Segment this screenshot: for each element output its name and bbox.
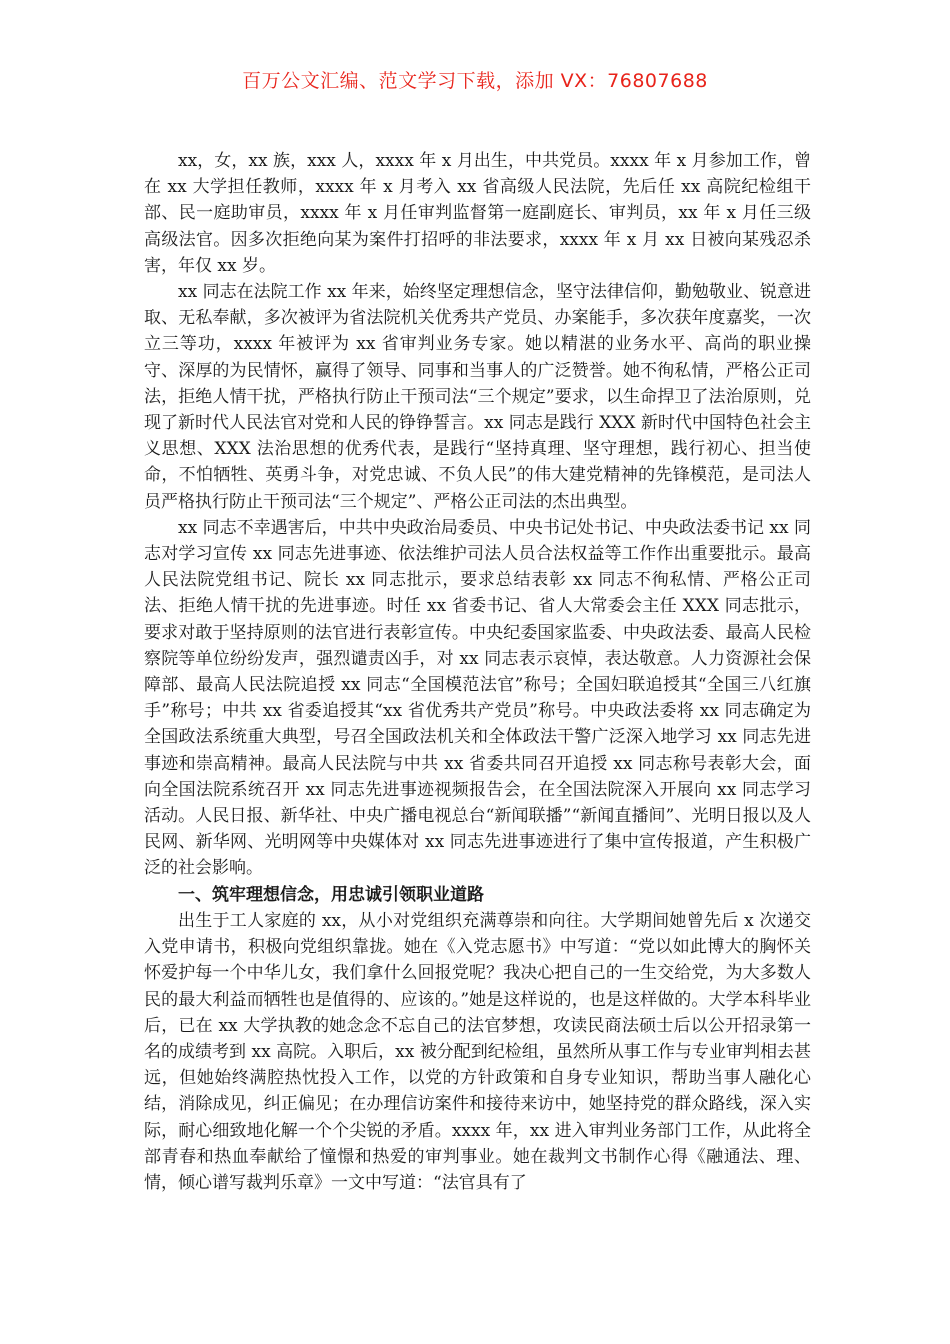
paragraph-section-one: 出生于工人家庭的 xx，从小对党组织充满尊崇和向往。大学期间她曾先后 x 次递交入党申请书，积极向党组织靠拢。她在《入党志愿书》中写道：“党以如此博大的胸怀关怀爱护每一个中华儿女，我们拿什么回报党呢？我决心把自己的一生交给党，为大多数人民的最大利益而牺牲也是值得的、应该的。”她是这样说的，也是这样做的。大学本科毕业后，已在 xx 大学执教的她念念不忘自己的法官梦想，攻读民商法硕士后以公开招录第一名的成绩考到 xx 高院。入职后，xx 被分配到纪检组，虽然所从事工作与专业审判相去甚远，但她始终满腔热忱投入工作，以党的方针政策和自身专业知识，帮助当事人融化心结，消除成见，纠正偏见；在办理信访案件和接待来访中，她坚持党的群众路线，深入实际，耐心细致地化解一个个尖锐的矛盾。xxxx 年，xx 进入审判业务部门工作，从此将全部青春和热血奉献给了憧憬和热爱的审判事业。她在裁判文书制作心得《融通法、理、情，倾心谱写裁判乐章》一文中写道：“法官具有了 [144,910,811,1193]
paragraph-career: xx 同志在法院工作 xx 年来，始终坚定理想信念，坚守法律信仰，勤勉敬业、锐意进取、无私奉献，多次被评为省法院机关优秀共产党员、办案能手，多次获年度嘉奖，一次立三等功，xxxx 年被评为 xx 省审判业务专家。她以精湛的业务水平、高尚的职业操守、深厚的为民情怀，赢得了领导、同事和当事人的广泛赞誉。她不徇私情，严格公正司法，拒绝人情干扰，严格执行防止干预司法“三个规定”要求，以生命捍卫了法治原则，兑现了新时代人民法官对党和人民的铮铮誓言。xx 同志是践行 XXX 新时代中国特色社会主义思想、XXX 法治思想的优秀代表，是践行“坚持真理、坚守理想，践行初心、担当使命，不怕牺牲、英勇斗争，对党忠诚、不负人民”的伟大建党精神的先锋模范，是司法人员严格执行防止干预司法“三个规定”、严格公正司法的杰出典型。 [144,282,811,512]
header-banner: 百万公文汇编、范文学习下载，添加 VX：76807688 [242,70,708,92]
section-heading: 一、筑牢理想信念，用忠诚引领职业道路 [178,884,484,905]
paragraph-intro: xx，女，xx 族，xxx 人，xxxx 年 x 月出生，中共党员。xxxx 年 x 月参加工作，曾在 xx 大学担任教师，xxxx 年 x 月考入 xx 省高级人民法院，先后任 xx 高院纪检组干部、民一庭助审员，xxxx 年 x 月任审判监督第一庭副庭长、审判员，xx 年 x 月任三级高级法官。因多次拒绝向某为案件打招呼的非法要求，xxxx 年 x 月 xx 日被向某残忍杀害，年仅 xx 岁。 [144,151,811,276]
document-body [144,148,811,1196]
paragraph-honors: xx 同志不幸遇害后，中共中央政治局委员、中央书记处书记、中央政法委书记 xx 同志对学习宣传 xx 同志先进事迹、依法维护司法人员合法权益等工作作出重要批示。最高人民法院党组书记、院长 xx 同志批示，要求总结表彰 xx 同志不徇私情、严格公正司法、拒绝人情干扰的先进事迹。时任 xx 省委书记、省人大常委会主任 XXX 同志批示，要求对敢于坚持原则的法官进行表彰宣传。中央纪委国家监委、中央政法委、最高人民检察院等单位纷纷发声，强烈谴责凶手，对 xx 同志表示哀悼，表达敬意。人力资源社会保障部、最高人民法院追授 xx 同志“全国模范法官”称号；全国妇联追授其“全国三八红旗手”称号；中共 xx 省委追授其“xx 省优秀共产党员”称号。中央政法委将 xx 同志确定为全国政法系统重大典型，号召全国政法机关和全体政法干警广泛深入地学习 xx 同志先进事迹和崇高精神。最高人民法院与中共 xx 省委共同召开追授 xx 同志称号表彰大会，面向全国法院系统召开 xx 同志先进事迹视频报告会，在全国法院深入开展向 xx 同志学习活动。人民日报、新华社、中央广播电视总台“新闻联播”“新闻直播间”、光明日报以及人民网、新华网、光明网等中央媒体对 xx 同志先进事迹进行了集中宣传报道，产生积极广泛的社会影响。 [144,517,811,879]
